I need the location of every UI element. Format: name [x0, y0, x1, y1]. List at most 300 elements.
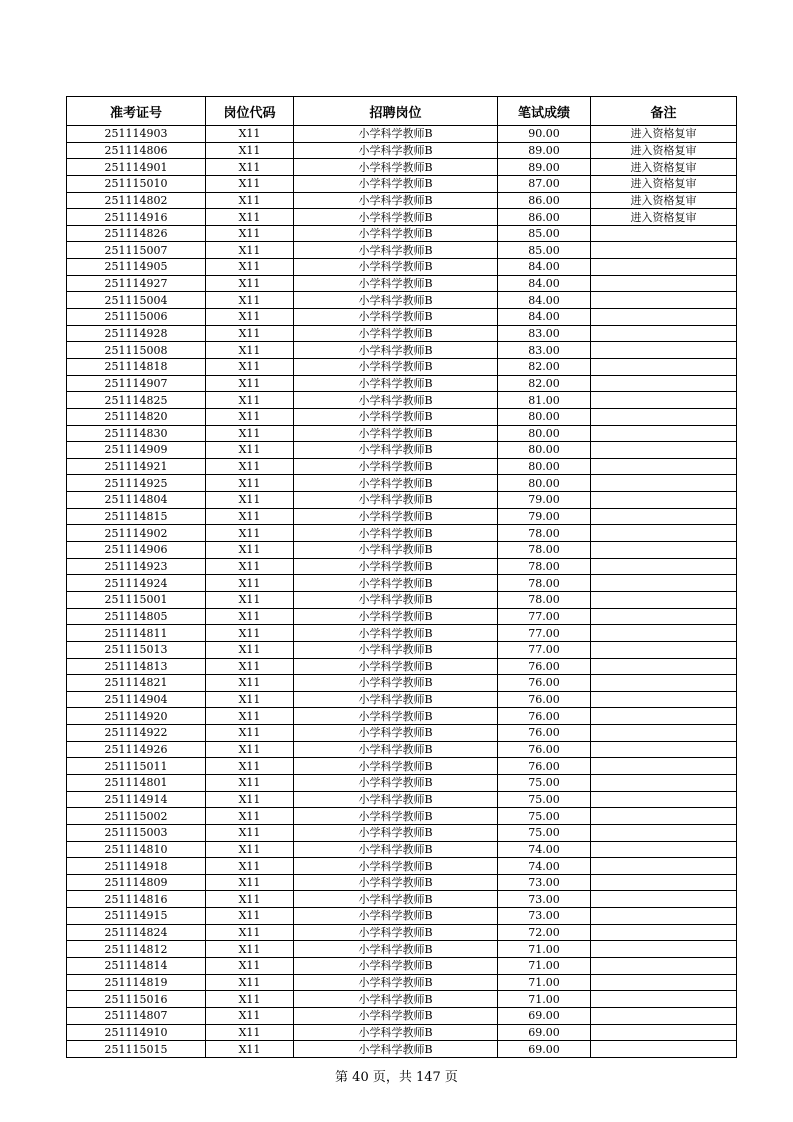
cell-admission-number: 251115003	[67, 824, 206, 841]
table-row	[67, 1041, 737, 1058]
cell-position-code: X11	[206, 841, 294, 858]
cell-remarks	[591, 575, 737, 592]
cell-position-code: X11	[206, 358, 294, 375]
cell-position-name: 小学科学教师B	[294, 225, 498, 242]
table-row	[67, 542, 737, 559]
cell-position-name: 小学科学教师B	[294, 508, 498, 525]
cell-remarks	[591, 542, 737, 559]
cell-position-name: 小学科学教师B	[294, 175, 498, 192]
cell-written-score: 80.00	[498, 425, 591, 442]
cell-remarks	[591, 325, 737, 342]
cell-position-name: 小学科学教师B	[294, 275, 498, 292]
cell-written-score: 84.00	[498, 275, 591, 292]
cell-written-score: 84.00	[498, 259, 591, 276]
cell-remarks	[591, 442, 737, 459]
cell-remarks	[591, 392, 737, 409]
cell-position-name: 小学科学教师B	[294, 608, 498, 625]
cell-remarks	[591, 958, 737, 975]
cell-position-name: 小学科学教师B	[294, 991, 498, 1008]
cell-position-name: 小学科学教师B	[294, 941, 498, 958]
cell-remarks	[591, 625, 737, 642]
table-row	[67, 874, 737, 891]
cell-admission-number: 251114826	[67, 225, 206, 242]
table-row	[67, 159, 737, 176]
cell-position-code: X11	[206, 159, 294, 176]
cell-written-score: 76.00	[498, 675, 591, 692]
cell-position-code: X11	[206, 675, 294, 692]
cell-position-code: X11	[206, 292, 294, 309]
table-row	[67, 408, 737, 425]
cell-remarks	[591, 1024, 737, 1041]
table-row	[67, 325, 737, 342]
cell-position-code: X11	[206, 575, 294, 592]
cell-position-code: X11	[206, 492, 294, 509]
table-row	[67, 908, 737, 925]
cell-remarks	[591, 375, 737, 392]
cell-remarks	[591, 924, 737, 941]
table-row	[67, 891, 737, 908]
cell-position-name: 小学科学教师B	[294, 591, 498, 608]
table-row	[67, 342, 737, 359]
cell-written-score: 90.00	[498, 126, 591, 143]
cell-position-code: X11	[206, 774, 294, 791]
cell-remarks	[591, 974, 737, 991]
cell-admission-number: 251114922	[67, 725, 206, 742]
cell-position-name: 小学科学教师B	[294, 824, 498, 841]
cell-written-score: 73.00	[498, 908, 591, 925]
cell-admission-number: 251114825	[67, 392, 206, 409]
cell-admission-number: 251115015	[67, 1041, 206, 1058]
cell-position-name: 小学科学教师B	[294, 126, 498, 143]
cell-written-score: 74.00	[498, 858, 591, 875]
cell-remarks	[591, 791, 737, 808]
cell-remarks	[591, 558, 737, 575]
results-table	[66, 96, 737, 1058]
cell-written-score: 78.00	[498, 558, 591, 575]
table-row	[67, 941, 737, 958]
table-row	[67, 259, 737, 276]
table-row	[67, 492, 737, 509]
cell-position-name: 小学科学教师B	[294, 741, 498, 758]
cell-position-code: X11	[206, 508, 294, 525]
cell-remarks	[591, 292, 737, 309]
cell-remarks	[591, 874, 737, 891]
cell-written-score: 85.00	[498, 225, 591, 242]
cell-position-name: 小学科学教师B	[294, 641, 498, 658]
cell-position-name: 小学科学教师B	[294, 159, 498, 176]
cell-admission-number: 251115008	[67, 342, 206, 359]
cell-remarks	[591, 708, 737, 725]
cell-position-code: X11	[206, 608, 294, 625]
table-row	[67, 741, 737, 758]
cell-admission-number: 251114904	[67, 691, 206, 708]
cell-admission-number: 251114927	[67, 275, 206, 292]
cell-admission-number: 251114901	[67, 159, 206, 176]
table-row	[67, 808, 737, 825]
cell-written-score: 89.00	[498, 159, 591, 176]
cell-remarks: 进入资格复审	[591, 192, 737, 209]
table-row	[67, 475, 737, 492]
cell-written-score: 80.00	[498, 475, 591, 492]
table-row	[67, 458, 737, 475]
table-row	[67, 675, 737, 692]
cell-position-code: X11	[206, 941, 294, 958]
cell-position-code: X11	[206, 1024, 294, 1041]
cell-remarks	[591, 242, 737, 259]
cell-remarks	[591, 591, 737, 608]
cell-position-name: 小学科学教师B	[294, 791, 498, 808]
cell-written-score: 83.00	[498, 342, 591, 359]
cell-remarks	[591, 941, 737, 958]
table-row	[67, 375, 737, 392]
cell-written-score: 75.00	[498, 808, 591, 825]
cell-admission-number: 251114916	[67, 209, 206, 226]
cell-written-score: 80.00	[498, 442, 591, 459]
cell-admission-number: 251114907	[67, 375, 206, 392]
cell-remarks	[591, 758, 737, 775]
cell-position-code: X11	[206, 225, 294, 242]
cell-position-code: X11	[206, 275, 294, 292]
table-row	[67, 275, 737, 292]
cell-position-code: X11	[206, 691, 294, 708]
cell-written-score: 78.00	[498, 525, 591, 542]
table-row	[67, 591, 737, 608]
cell-admission-number: 251114819	[67, 974, 206, 991]
cell-written-score: 79.00	[498, 508, 591, 525]
cell-remarks: 进入资格复审	[591, 126, 737, 143]
cell-remarks	[591, 1007, 737, 1024]
cell-remarks	[591, 908, 737, 925]
cell-position-name: 小学科学教师B	[294, 458, 498, 475]
cell-written-score: 75.00	[498, 824, 591, 841]
cell-position-code: X11	[206, 924, 294, 941]
cell-written-score: 83.00	[498, 325, 591, 342]
cell-position-name: 小学科学教师B	[294, 675, 498, 692]
cell-admission-number: 251114906	[67, 542, 206, 559]
cell-written-score: 69.00	[498, 1007, 591, 1024]
cell-admission-number: 251115007	[67, 242, 206, 259]
cell-position-name: 小学科学教师B	[294, 575, 498, 592]
table-row	[67, 225, 737, 242]
cell-admission-number: 251114814	[67, 958, 206, 975]
header-written-score: 笔试成绩	[498, 97, 591, 126]
table-row	[67, 558, 737, 575]
cell-position-code: X11	[206, 858, 294, 875]
cell-position-name: 小学科学教师B	[294, 325, 498, 342]
table-row	[67, 126, 737, 143]
table-row	[67, 708, 737, 725]
table-row	[67, 1007, 737, 1024]
table-row	[67, 1024, 737, 1041]
cell-remarks: 进入资格复审	[591, 175, 737, 192]
cell-written-score: 76.00	[498, 708, 591, 725]
cell-admission-number: 251114811	[67, 625, 206, 642]
cell-position-code: X11	[206, 741, 294, 758]
table-row	[67, 442, 737, 459]
cell-admission-number: 251115016	[67, 991, 206, 1008]
cell-admission-number: 251114926	[67, 741, 206, 758]
cell-written-score: 74.00	[498, 841, 591, 858]
cell-position-code: X11	[206, 375, 294, 392]
cell-written-score: 69.00	[498, 1024, 591, 1041]
table-row	[67, 858, 737, 875]
cell-remarks	[591, 675, 737, 692]
cell-position-code: X11	[206, 342, 294, 359]
cell-written-score: 76.00	[498, 741, 591, 758]
cell-position-name: 小学科学教师B	[294, 342, 498, 359]
cell-written-score: 84.00	[498, 292, 591, 309]
cell-admission-number: 251114812	[67, 941, 206, 958]
cell-position-name: 小学科学教师B	[294, 392, 498, 409]
cell-admission-number: 251114805	[67, 608, 206, 625]
cell-position-code: X11	[206, 309, 294, 326]
table-row	[67, 641, 737, 658]
cell-written-score: 81.00	[498, 392, 591, 409]
cell-position-name: 小学科学教师B	[294, 492, 498, 509]
cell-written-score: 82.00	[498, 358, 591, 375]
cell-written-score: 76.00	[498, 725, 591, 742]
cell-remarks: 进入资格复审	[591, 142, 737, 159]
cell-remarks	[591, 641, 737, 658]
cell-position-name: 小学科学教师B	[294, 691, 498, 708]
cell-written-score: 82.00	[498, 375, 591, 392]
table-row	[67, 758, 737, 775]
cell-remarks	[591, 358, 737, 375]
cell-position-code: X11	[206, 408, 294, 425]
cell-position-code: X11	[206, 958, 294, 975]
table-row	[67, 974, 737, 991]
cell-position-code: X11	[206, 791, 294, 808]
cell-position-code: X11	[206, 808, 294, 825]
cell-admission-number: 251114928	[67, 325, 206, 342]
cell-written-score: 72.00	[498, 924, 591, 941]
cell-admission-number: 251114816	[67, 891, 206, 908]
cell-position-name: 小学科学教师B	[294, 808, 498, 825]
cell-remarks	[591, 608, 737, 625]
cell-position-code: X11	[206, 209, 294, 226]
cell-position-name: 小学科学教师B	[294, 192, 498, 209]
table-row	[67, 242, 737, 259]
cell-admission-number: 251114815	[67, 508, 206, 525]
cell-admission-number: 251115004	[67, 292, 206, 309]
cell-position-code: X11	[206, 475, 294, 492]
cell-written-score: 76.00	[498, 758, 591, 775]
cell-position-name: 小学科学教师B	[294, 1041, 498, 1058]
table-body	[67, 126, 737, 1058]
cell-position-code: X11	[206, 991, 294, 1008]
table-row	[67, 725, 737, 742]
cell-written-score: 71.00	[498, 991, 591, 1008]
cell-remarks	[591, 425, 737, 442]
cell-admission-number: 251115013	[67, 641, 206, 658]
cell-admission-number: 251114915	[67, 908, 206, 925]
cell-position-code: X11	[206, 325, 294, 342]
cell-position-code: X11	[206, 974, 294, 991]
cell-remarks	[591, 408, 737, 425]
cell-admission-number: 251114925	[67, 475, 206, 492]
table-row	[67, 142, 737, 159]
cell-written-score: 84.00	[498, 309, 591, 326]
table-row	[67, 991, 737, 1008]
cell-position-name: 小学科学教师B	[294, 542, 498, 559]
cell-admission-number: 251114920	[67, 708, 206, 725]
header-position-name: 招聘岗位	[294, 97, 498, 126]
cell-admission-number: 251114820	[67, 408, 206, 425]
cell-written-score: 71.00	[498, 974, 591, 991]
cell-position-name: 小学科学教师B	[294, 891, 498, 908]
cell-position-code: X11	[206, 641, 294, 658]
header-admission-number: 准考证号	[67, 97, 206, 126]
cell-position-code: X11	[206, 542, 294, 559]
cell-position-code: X11	[206, 175, 294, 192]
cell-admission-number: 251114918	[67, 858, 206, 875]
cell-position-name: 小学科学教师B	[294, 658, 498, 675]
cell-remarks	[591, 824, 737, 841]
cell-position-name: 小学科学教师B	[294, 974, 498, 991]
cell-admission-number: 251114924	[67, 575, 206, 592]
cell-written-score: 86.00	[498, 209, 591, 226]
cell-written-score: 79.00	[498, 492, 591, 509]
cell-remarks	[591, 275, 737, 292]
cell-admission-number: 251114821	[67, 675, 206, 692]
table-row	[67, 508, 737, 525]
cell-position-code: X11	[206, 591, 294, 608]
table-row	[67, 209, 737, 226]
cell-position-name: 小学科学教师B	[294, 259, 498, 276]
cell-remarks	[591, 1041, 737, 1058]
cell-remarks	[591, 891, 737, 908]
cell-remarks	[591, 691, 737, 708]
cell-admission-number: 251114809	[67, 874, 206, 891]
cell-position-code: X11	[206, 192, 294, 209]
cell-position-code: X11	[206, 442, 294, 459]
table-row	[67, 608, 737, 625]
cell-position-code: X11	[206, 1007, 294, 1024]
cell-written-score: 77.00	[498, 608, 591, 625]
cell-remarks	[591, 225, 737, 242]
cell-admission-number: 251114921	[67, 458, 206, 475]
table-row	[67, 625, 737, 642]
cell-position-code: X11	[206, 525, 294, 542]
cell-admission-number: 251114830	[67, 425, 206, 442]
page-footer	[0, 1066, 793, 1085]
table-header-row	[67, 97, 737, 126]
cell-remarks	[591, 342, 737, 359]
cell-position-code: X11	[206, 824, 294, 841]
cell-admission-number: 251114824	[67, 924, 206, 941]
cell-written-score: 77.00	[498, 641, 591, 658]
cell-position-name: 小学科学教师B	[294, 358, 498, 375]
cell-position-name: 小学科学教师B	[294, 1024, 498, 1041]
table-row	[67, 658, 737, 675]
cell-admission-number: 251114810	[67, 841, 206, 858]
table-row	[67, 691, 737, 708]
cell-admission-number: 251114902	[67, 525, 206, 542]
cell-position-code: X11	[206, 908, 294, 925]
cell-written-score: 76.00	[498, 691, 591, 708]
cell-written-score: 77.00	[498, 625, 591, 642]
cell-position-code: X11	[206, 891, 294, 908]
cell-position-name: 小学科学教师B	[294, 1007, 498, 1024]
cell-position-name: 小学科学教师B	[294, 425, 498, 442]
table-row	[67, 958, 737, 975]
table-row	[67, 525, 737, 542]
cell-written-score: 80.00	[498, 408, 591, 425]
cell-written-score: 71.00	[498, 941, 591, 958]
cell-written-score: 78.00	[498, 575, 591, 592]
cell-position-name: 小学科学教师B	[294, 142, 498, 159]
cell-admission-number: 251114802	[67, 192, 206, 209]
cell-admission-number: 251114923	[67, 558, 206, 575]
cell-position-name: 小学科学教师B	[294, 242, 498, 259]
cell-written-score: 80.00	[498, 458, 591, 475]
cell-remarks	[591, 259, 737, 276]
cell-remarks	[591, 841, 737, 858]
table-row	[67, 425, 737, 442]
cell-position-code: X11	[206, 725, 294, 742]
table-row	[67, 841, 737, 858]
cell-remarks	[591, 458, 737, 475]
cell-position-name: 小学科学教师B	[294, 625, 498, 642]
cell-remarks	[591, 658, 737, 675]
cell-position-name: 小学科学教师B	[294, 475, 498, 492]
cell-admission-number: 251115002	[67, 808, 206, 825]
cell-position-code: X11	[206, 1041, 294, 1058]
cell-remarks	[591, 991, 737, 1008]
cell-admission-number: 251114813	[67, 658, 206, 675]
header-remarks: 备注	[591, 97, 737, 126]
cell-admission-number: 251115006	[67, 309, 206, 326]
cell-written-score: 73.00	[498, 874, 591, 891]
cell-written-score: 85.00	[498, 242, 591, 259]
cell-written-score: 89.00	[498, 142, 591, 159]
page-number-text: 第 40 页，共 147 页	[335, 1070, 458, 1085]
cell-remarks	[591, 741, 737, 758]
cell-position-code: X11	[206, 392, 294, 409]
cell-admission-number: 251114806	[67, 142, 206, 159]
cell-written-score: 71.00	[498, 958, 591, 975]
cell-position-name: 小学科学教师B	[294, 758, 498, 775]
table-row	[67, 575, 737, 592]
cell-position-name: 小学科学教师B	[294, 292, 498, 309]
cell-position-code: X11	[206, 126, 294, 143]
cell-remarks	[591, 492, 737, 509]
cell-remarks	[591, 475, 737, 492]
cell-position-name: 小学科学教师B	[294, 442, 498, 459]
cell-written-score: 75.00	[498, 774, 591, 791]
table-row	[67, 924, 737, 941]
cell-admission-number: 251114914	[67, 791, 206, 808]
cell-admission-number: 251114909	[67, 442, 206, 459]
table-row	[67, 774, 737, 791]
cell-remarks	[591, 309, 737, 326]
cell-admission-number: 251114903	[67, 126, 206, 143]
cell-position-code: X11	[206, 874, 294, 891]
cell-position-name: 小学科学教师B	[294, 725, 498, 742]
cell-position-code: X11	[206, 259, 294, 276]
cell-position-name: 小学科学教师B	[294, 908, 498, 925]
cell-position-code: X11	[206, 425, 294, 442]
cell-position-code: X11	[206, 142, 294, 159]
cell-remarks	[591, 808, 737, 825]
cell-position-code: X11	[206, 558, 294, 575]
table-row	[67, 824, 737, 841]
cell-position-code: X11	[206, 708, 294, 725]
cell-admission-number: 251115010	[67, 175, 206, 192]
table-row	[67, 192, 737, 209]
cell-admission-number: 251115011	[67, 758, 206, 775]
cell-admission-number: 251115001	[67, 591, 206, 608]
